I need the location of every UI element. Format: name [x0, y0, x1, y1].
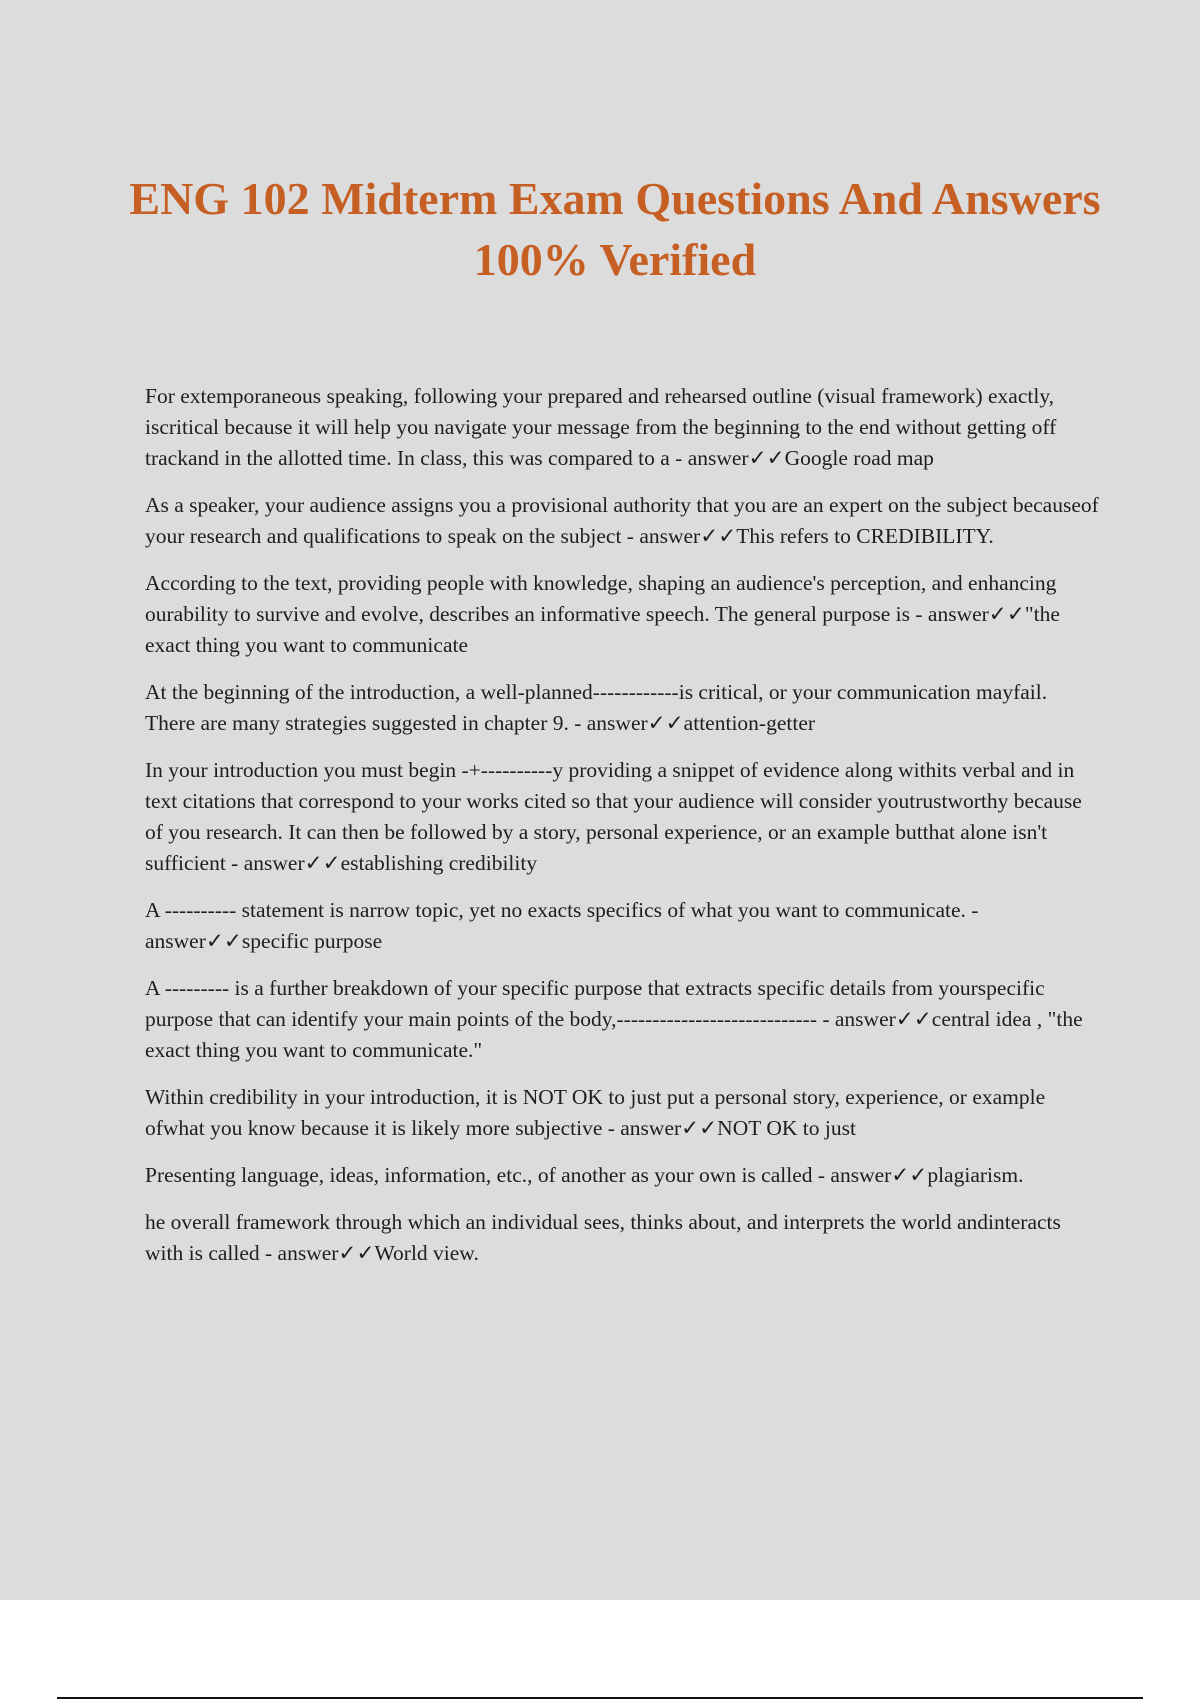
qa-item: A ---------- statement is narrow topic, yet no exacts specifics of what you want to communicate. - answer✓✓specific purpose — [145, 898, 979, 953]
qa-item: According to the text, providing people with knowledge, shaping an audience's perception, and enhancing ourability to survive and evolve, describes an informative speech. The general purpose is - answer✓✓"the exact thing you want to communicate — [145, 571, 1060, 657]
qa-item: At the beginning of the introduction, a well-planned------------is critical, or your communication mayfail. There are many strategies suggested in chapter 9. - answer✓✓attention-getter — [145, 680, 1048, 735]
qa-item: A --------- is a further breakdown of your specific purpose that extracts specific details from yourspecific purpose that can identify your main points of the body,---------------------------- - answer✓✓central idea , "the exact thing you want to communicate." — [145, 976, 1083, 1062]
page-footer — [0, 1600, 1200, 1700]
qa-item: Presenting language, ideas, information, etc., of another as your own is called - answer✓✓plagiarism. — [145, 1163, 1024, 1187]
footer-divider — [57, 1697, 1143, 1699]
qa-list — [145, 381, 1100, 1285]
qa-item: For extemporaneous speaking, following your prepared and rehearsed outline (visual framework) exactly, iscritical because it will help you navigate your message from the beginning to the end without getting off trackand in the allotted time. In class, this was compared to a - answer✓✓Google road map — [145, 384, 1057, 470]
qa-item: In your introduction you must begin -+----------y providing a snippet of evidence along withits verbal and in text citations that correspond to your works cited so that your audience will consider youtrustworthy because of you research. It can then be followed by a story, personal experience, or an example butthat alone isn't sufficient - answer✓✓establishing credibility — [145, 758, 1082, 875]
qa-item: Within credibility in your introduction, it is NOT OK to just put a personal story, experience, or example ofwhat you know because it is likely more subjective - answer✓✓NOT OK to just — [145, 1085, 1046, 1140]
qa-item: he overall framework through which an individual sees, thinks about, and interprets the world andinteracts with is called - answer✓✓World view. — [145, 1210, 1061, 1265]
page-title: ENG 102 Midterm Exam Questions And Answers 100% Verified — [129, 173, 1101, 285]
qa-item: As a speaker, your audience assigns you a provisional authority that you are an expert on the subject becauseof your research and qualifications to speak on the subject - answer✓✓This refers to CREDIBILITY. — [145, 493, 1099, 548]
